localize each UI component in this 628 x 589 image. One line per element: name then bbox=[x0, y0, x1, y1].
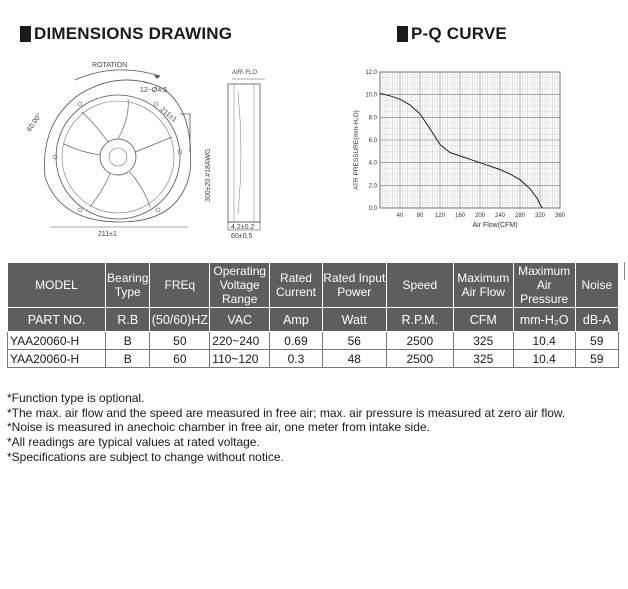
pq-x-tick-label: 120 bbox=[434, 213, 446, 219]
pq-x-ticks bbox=[397, 213, 566, 219]
pq-y-tick-label: 4.0 bbox=[368, 160, 377, 167]
wire-spec-label: 300±20 #18AWG bbox=[205, 148, 212, 202]
header-max-air-flow: Maximum Air Flow bbox=[453, 263, 513, 308]
cell-model: YAA20060-H bbox=[8, 350, 106, 368]
unit-air-flow: CFM bbox=[453, 308, 513, 332]
dimensions-heading-text: DIMENSIONS DRAWING bbox=[34, 24, 233, 43]
pq-heading-text: P-Q CURVE bbox=[411, 24, 507, 43]
table-header-row bbox=[8, 263, 619, 308]
rotation-label: ROTATION bbox=[92, 62, 128, 69]
heading-square-icon bbox=[397, 26, 408, 42]
pq-x-tick-label: 360 bbox=[554, 213, 566, 219]
diagonal-dimension-label: 211±1 bbox=[158, 106, 178, 124]
header-max-air-pressure: Maximum Air Pressure bbox=[513, 263, 575, 308]
cell-current: 0.69 bbox=[270, 332, 323, 350]
pq-y-tick-label: 0.0 bbox=[368, 206, 377, 212]
note-line: *All readings are typical values at rated voltage. bbox=[7, 435, 260, 450]
air-flow-label: AIR\ FLO bbox=[232, 70, 258, 76]
bottom-dimension-label: 211±1 bbox=[98, 231, 117, 238]
cell-power: 48 bbox=[322, 350, 386, 368]
fan-hub-center bbox=[109, 148, 127, 166]
pq-y-tick-label: 8.0 bbox=[368, 115, 377, 122]
header-speed: Speed bbox=[386, 263, 453, 308]
note-line: *Noise is measured in anechoic chamber in free air, one meter from intake side. bbox=[7, 420, 430, 435]
note-line: *Specifications are subject to change without notice. bbox=[7, 449, 284, 464]
cell-pressure: 10.4 bbox=[513, 350, 575, 368]
header-noise: Noise bbox=[575, 263, 618, 308]
cell-power: 56 bbox=[322, 332, 386, 350]
page-edge-mark bbox=[624, 262, 625, 280]
fan-side-view bbox=[228, 84, 260, 222]
side-depth-label: 60±0.5 bbox=[231, 233, 253, 240]
pq-y-tick-label: 2.0 bbox=[368, 183, 377, 190]
note-line: *Function type is optional. bbox=[7, 391, 145, 405]
rotation-arrow bbox=[75, 70, 160, 80]
side-width-label: 4.2±0.2 bbox=[231, 224, 255, 231]
fan-inner-ring bbox=[62, 101, 174, 213]
pq-x-tick-label: 40 bbox=[396, 213, 404, 219]
cell-air-flow: 325 bbox=[453, 332, 513, 350]
cell-freq: 60 bbox=[150, 350, 210, 368]
unit-part-no: PART NO. bbox=[8, 308, 106, 332]
mounting-holes bbox=[53, 102, 182, 212]
pq-x-tick-label: 240 bbox=[494, 213, 506, 219]
unit-pressure: mm-H₂O bbox=[513, 308, 575, 332]
header-rated-input-power: Rated Input Power bbox=[322, 263, 386, 308]
cell-speed: 2500 bbox=[386, 350, 453, 368]
cell-freq: 50 bbox=[150, 332, 210, 350]
pq-x-tick-label: 200 bbox=[474, 213, 486, 219]
pq-x-tick-label: 80 bbox=[416, 213, 424, 219]
hole-spec-label: 12−Ø4.5 bbox=[140, 87, 168, 94]
header-model: MODEL bbox=[8, 263, 106, 308]
unit-voltage: VAC bbox=[210, 308, 270, 332]
pq-y-tick-label: 10.0 bbox=[365, 92, 377, 99]
pq-x-tick-label: 280 bbox=[514, 213, 526, 219]
pq-x-tick-label: 320 bbox=[534, 213, 546, 219]
heading-square-icon bbox=[20, 26, 31, 42]
pq-chart bbox=[350, 60, 600, 240]
angle-label: 60.00° bbox=[25, 112, 44, 134]
cell-voltage: 110~120 bbox=[210, 350, 270, 368]
fan-spokes bbox=[64, 99, 172, 207]
header-voltage-range: Operating Voltage Range bbox=[210, 263, 270, 308]
pq-y-axis-label: ATR PRESSURE(mm-H₂O) bbox=[353, 110, 360, 190]
cell-bearing: B bbox=[106, 332, 150, 350]
pq-y-tick-label: 12.0 bbox=[365, 70, 377, 76]
cell-model: YAA20060-H bbox=[8, 332, 106, 350]
header-bearing-type: Bearing Type bbox=[106, 263, 150, 308]
notes bbox=[7, 391, 565, 465]
cell-noise: 59 bbox=[575, 332, 618, 350]
cell-current: 0.3 bbox=[270, 350, 323, 368]
pq-x-tick-label: 160 bbox=[454, 213, 466, 219]
unit-power: Watt bbox=[322, 308, 386, 332]
cell-speed: 2500 bbox=[386, 332, 453, 350]
cell-air-flow: 325 bbox=[453, 350, 513, 368]
table-units-row bbox=[8, 308, 619, 332]
cell-bearing: B bbox=[106, 350, 150, 368]
header-rated-current: Rated Current bbox=[270, 263, 323, 308]
pq-y-ticks bbox=[365, 70, 377, 212]
pq-heading bbox=[397, 24, 507, 44]
cell-pressure: 10.4 bbox=[513, 332, 575, 350]
spec-table bbox=[7, 262, 619, 368]
dimensions-drawing bbox=[20, 52, 350, 252]
fan-side-profile bbox=[238, 92, 241, 214]
pq-x-axis-label: Air Flow(CFM) bbox=[472, 222, 518, 229]
fan-hub bbox=[100, 139, 136, 175]
cell-noise: 59 bbox=[575, 350, 618, 368]
dimensions-heading bbox=[20, 24, 232, 44]
table-row bbox=[8, 332, 619, 350]
unit-current: Amp bbox=[270, 308, 323, 332]
table-row bbox=[8, 350, 619, 368]
unit-bearing: R.B bbox=[106, 308, 150, 332]
unit-speed: R.P.M. bbox=[386, 308, 453, 332]
note-line: *The max. air flow and the speed are measured in free air; max. air pressure is measured at zero air flow. bbox=[7, 405, 566, 420]
header-freq: FREq bbox=[150, 263, 210, 308]
cell-voltage: 220~240 bbox=[210, 332, 270, 350]
unit-noise: dB-A bbox=[575, 308, 618, 332]
pq-grid bbox=[380, 72, 560, 208]
unit-freq: (50/60)HZ bbox=[150, 308, 210, 332]
pq-y-tick-label: 6.0 bbox=[368, 138, 377, 144]
